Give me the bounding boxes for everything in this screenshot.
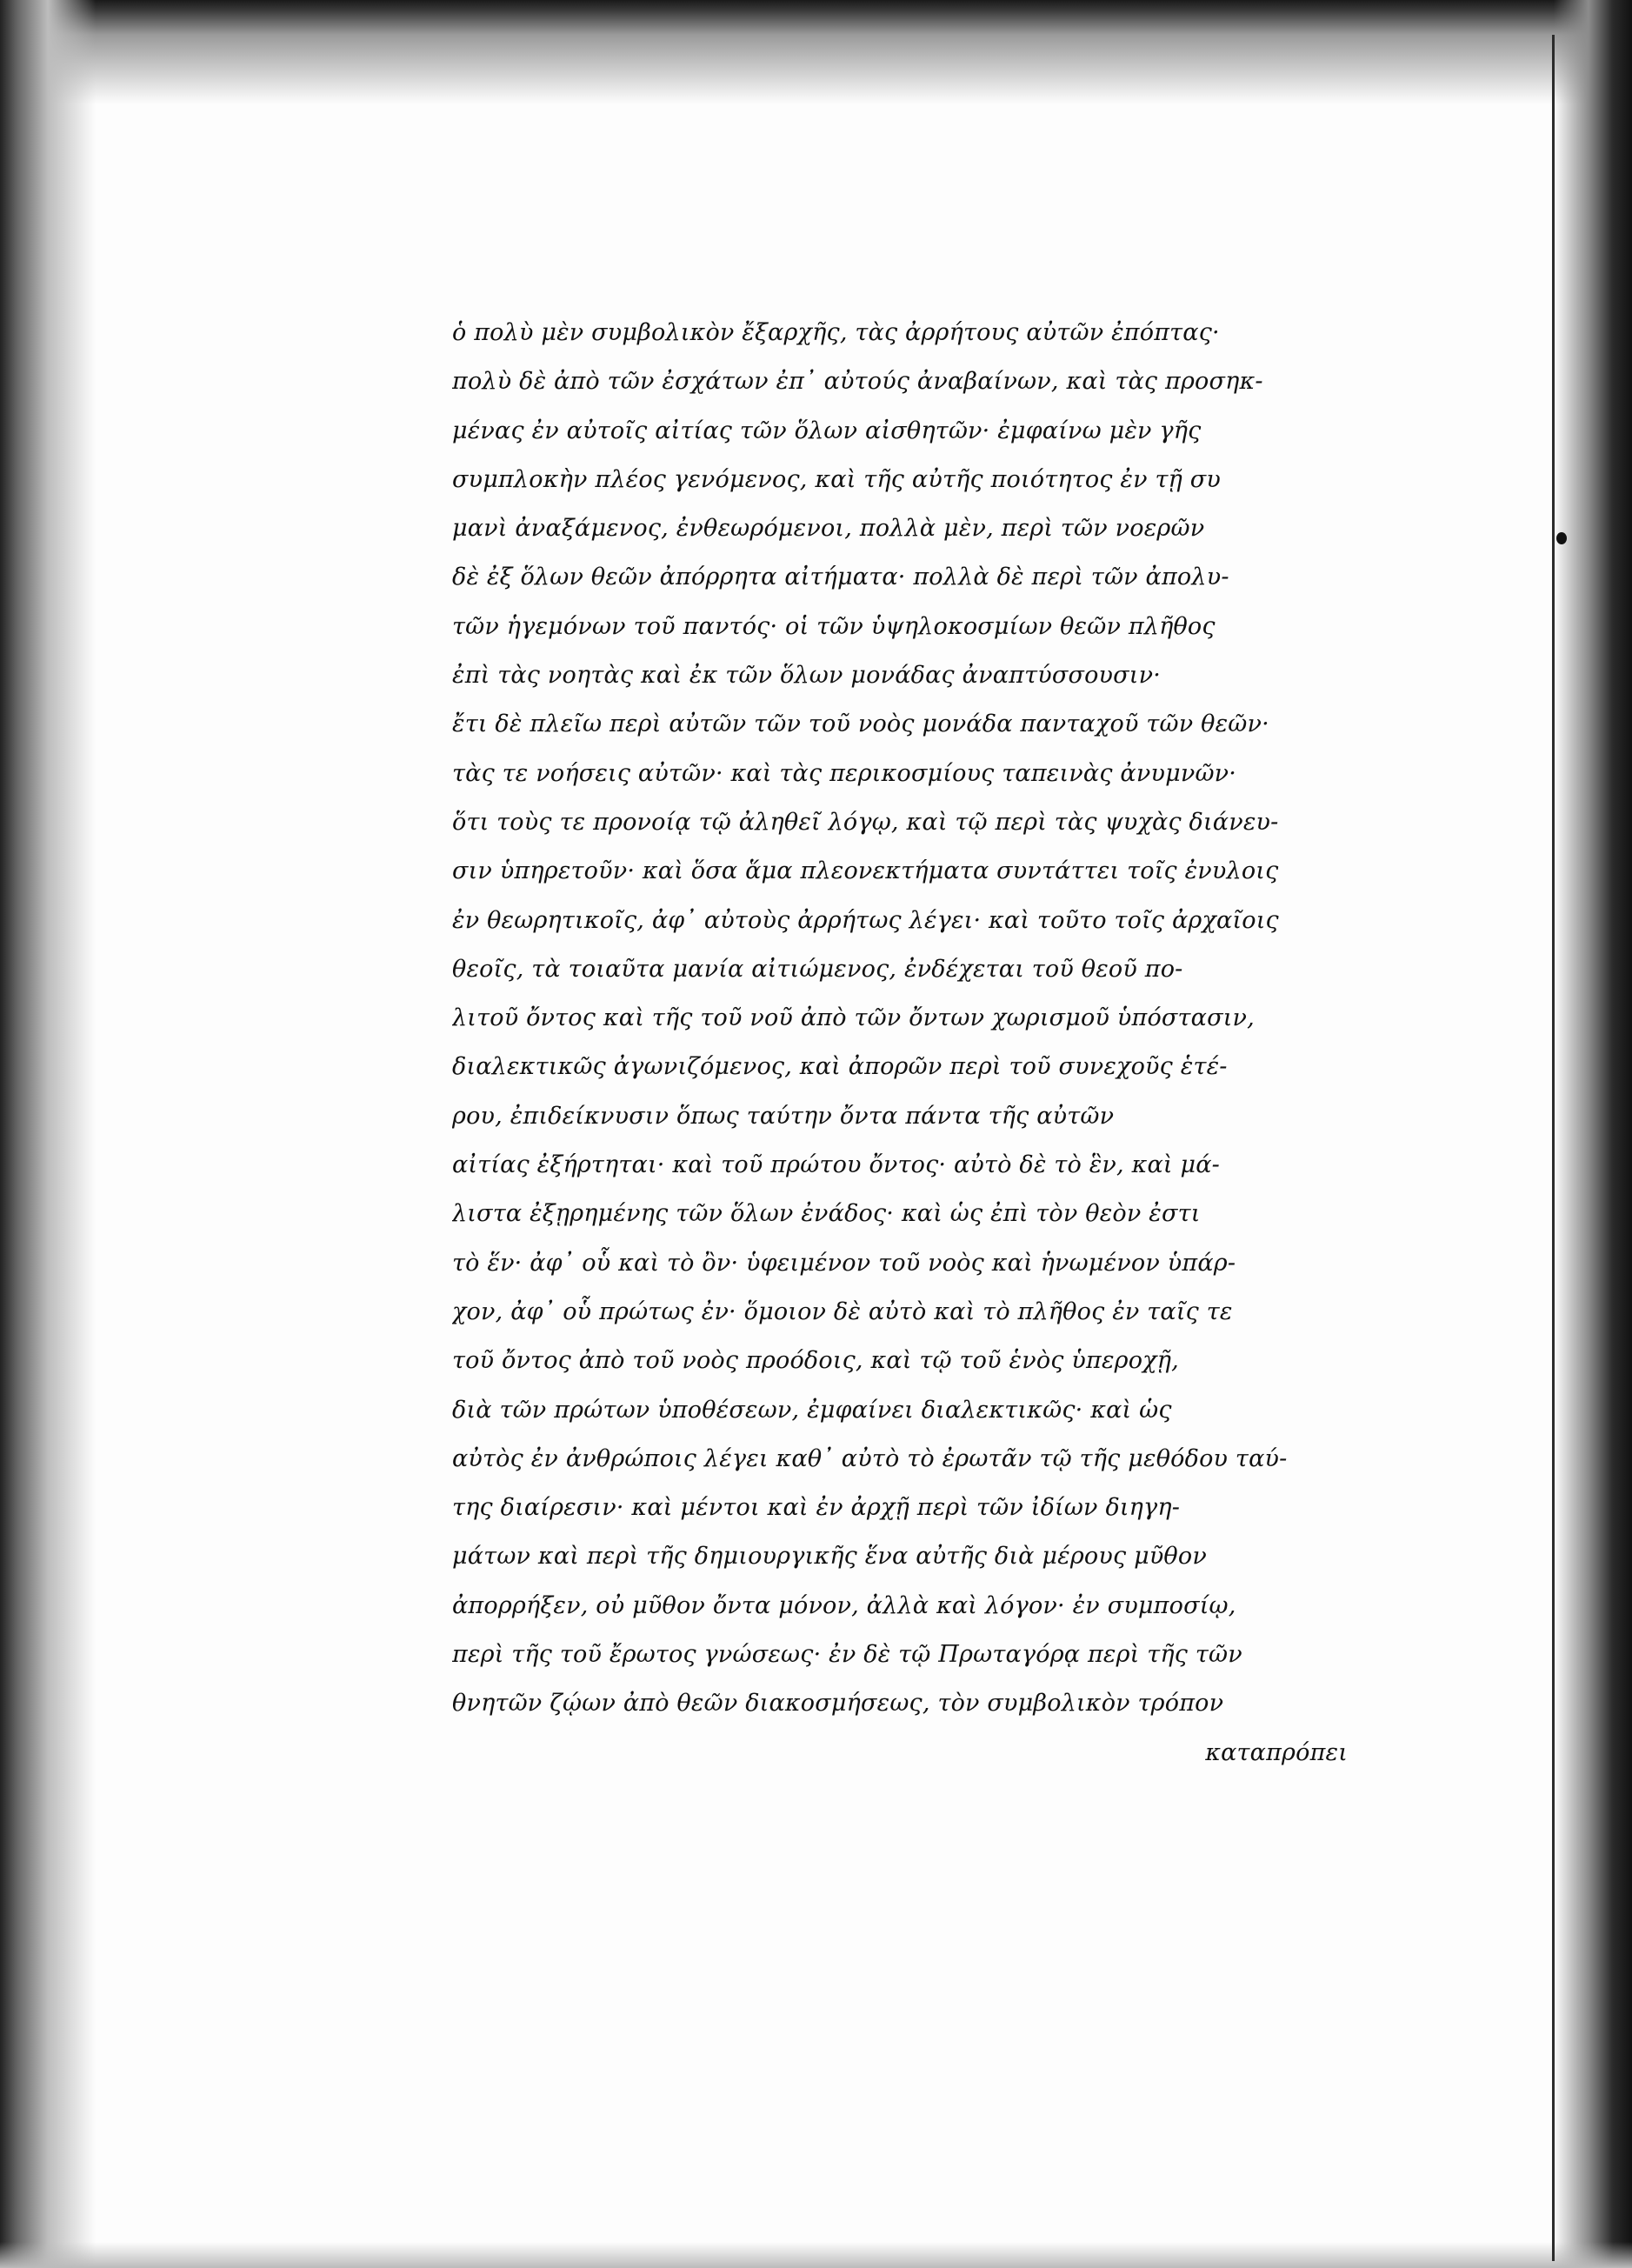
scan-border-top — [0, 0, 1632, 104]
text-line: δὲ ἐξ ὅλων θεῶν ἀπόρρητα αἰτήματα· πολλὰ δὲ περὶ τῶν ἀπολυ- — [452, 564, 1229, 591]
manuscript-text-block — [452, 309, 1382, 1778]
text-line: θνητῶν ζῴων ἀπὸ θεῶν διακοσμήσεως, τὸν συμβολικὸν τρόπον — [452, 1690, 1224, 1718]
text-line: διαλεκτικῶς ἀγωνιζόμενος, καὶ ἀπορῶν περὶ τοῦ συνεχοῦς ἑτέ- — [452, 1053, 1228, 1081]
catchword: καταπρόπει — [1205, 1738, 1348, 1766]
margin-ink-mark — [1556, 532, 1567, 544]
text-line: ἔτι δὲ πλεῖω περὶ αὐτῶν τῶν τοῦ νοὸς μονάδα πανταχοῦ τῶν θεῶν· — [452, 710, 1269, 738]
text-line: διὰ τῶν πρώτων ὑποθέσεων, ἐμφαίνει διαλεκτικῶς· καὶ ὡς — [452, 1396, 1172, 1424]
text-line: θεοῖς, τὰ τοιαῦτα μανία αἰτιώμενος, ἐνδέχεται τοῦ θεοῦ πο- — [452, 955, 1183, 983]
scan-border-bottom — [0, 2242, 1632, 2268]
text-line: μανὶ ἀναξάμενος, ἐνθεωρόμενοι, πολλὰ μὲν, περὶ τῶν νοερῶν — [452, 515, 1205, 543]
text-line: ὁ πολὺ μὲν συμβολικὸν ἔξαρχῆς, τὰς ἀρρήτους αὐτῶν ἐπόπτας· — [452, 319, 1220, 346]
text-line: τῶν ἡγεμόνων τοῦ παντός· οἱ τῶν ὑψηλοκοσμίων θεῶν πλῆθος — [452, 612, 1216, 640]
text-line: ὅτι τοὺς τε προνοίᾳ τῷ ἀληθεῖ λόγῳ, καὶ τῷ περὶ τὰς ψυχὰς διάνευ- — [452, 808, 1279, 836]
text-line: ἐπὶ τὰς νοητὰς καὶ ἐκ τῶν ὅλων μονάδας ἀναπτύσσουσιν· — [452, 662, 1161, 690]
text-line: συμπλοκὴν πλέος γενόμενος, καὶ τῆς αὐτῆς ποιότητος ἐν τῇ συ — [452, 465, 1222, 493]
text-line: μάτων καὶ περὶ τῆς δημιουργικῆς ἕνα αὐτῆς διὰ μέρους μῦθον — [452, 1543, 1207, 1571]
text-line: λιστα ἐξῃρημένης τῶν ὅλων ἐνάδος· καὶ ὡς ἐπὶ τὸν θεὸν ἐστι — [452, 1200, 1201, 1228]
text-line: ρου, ἐπιδείκνυσιν ὅπως ταύτην ὄντα πάντα τῆς αὐτῶν — [452, 1102, 1115, 1130]
text-line: σιν ὑπηρετοῦν· καὶ ὅσα ἅμα πλεονεκτήματα συντάττει τοῖς ἐνυλοις — [452, 857, 1279, 885]
text-line: τὰς τε νοήσεις αὐτῶν· καὶ τὰς περικοσμίους ταπεινὰς ἀνυμνῶν· — [452, 759, 1237, 787]
text-line: αἰτίας ἐξήρτηται· καὶ τοῦ πρώτου ὄντος· αὐτὸ δὲ τὸ ἓν, καὶ μά- — [452, 1151, 1220, 1179]
text-line: πολὺ δὲ ἀπὸ τῶν ἐσχάτων ἐπ᾿ αὐτούς ἀναβαίνων, καὶ τὰς προσηκ- — [452, 368, 1263, 396]
text-line: χον, ἀφ᾿ οὗ πρώτως ἐν· ὅμοιον δὲ αὐτὸ καὶ τὸ πλῆθος ἐν ταῖς τε — [452, 1297, 1233, 1325]
text-line: ἀπορρήξεν, οὐ μῦθον ὄντα μόνον, ἀλλὰ καὶ λόγον· ἐν συμποσίῳ, — [452, 1591, 1236, 1619]
text-line: ἐν θεωρητικοῖς, ἀφ᾿ αὐτοὺς ἀρρήτως λέγει· καὶ τοῦτο τοῖς ἀρχαῖοις — [452, 906, 1279, 934]
text-line: αὐτὸς ἐν ἀνθρώποις λέγει καθ᾿ αὐτὸ τὸ ἐρωτᾶν τῷ τῆς μεθόδου ταύ- — [452, 1444, 1288, 1472]
text-line: τὸ ἕν· ἀφ᾿ οὗ καὶ τὸ ὂν· ὑφειμένον τοῦ νοὸς καὶ ἡνωμένον ὑπάρ- — [452, 1249, 1236, 1277]
text-line: μένας ἐν αὐτοῖς αἰτίας τῶν ὅλων αἰσθητῶν· ἐμφαίνω μὲν γῆς — [452, 417, 1202, 444]
scan-border-right — [1554, 0, 1632, 2268]
scan-border-left — [0, 0, 96, 2268]
page-fold-line — [1552, 35, 1555, 2261]
text-line: λιτοῦ ὄντος καὶ τῆς τοῦ νοῦ ἀπὸ τῶν ὄντων χωρισμοῦ ὑπόστασιν, — [452, 1004, 1255, 1032]
text-line: της διαίρεσιν· καὶ μέντοι καὶ ἐν ἀρχῇ περὶ τῶν ἰδίων διηγη- — [452, 1494, 1181, 1522]
text-line: περὶ τῆς τοῦ ἔρωτος γνώσεως· ἐν δὲ τῷ Πρωταγόρᾳ περὶ τῆς τῶν — [452, 1641, 1242, 1669]
text-line: τοῦ ὄντος ἀπὸ τοῦ νοὸς προόδοις, καὶ τῷ τοῦ ἑνὸς ὑπεροχῇ, — [452, 1347, 1179, 1375]
